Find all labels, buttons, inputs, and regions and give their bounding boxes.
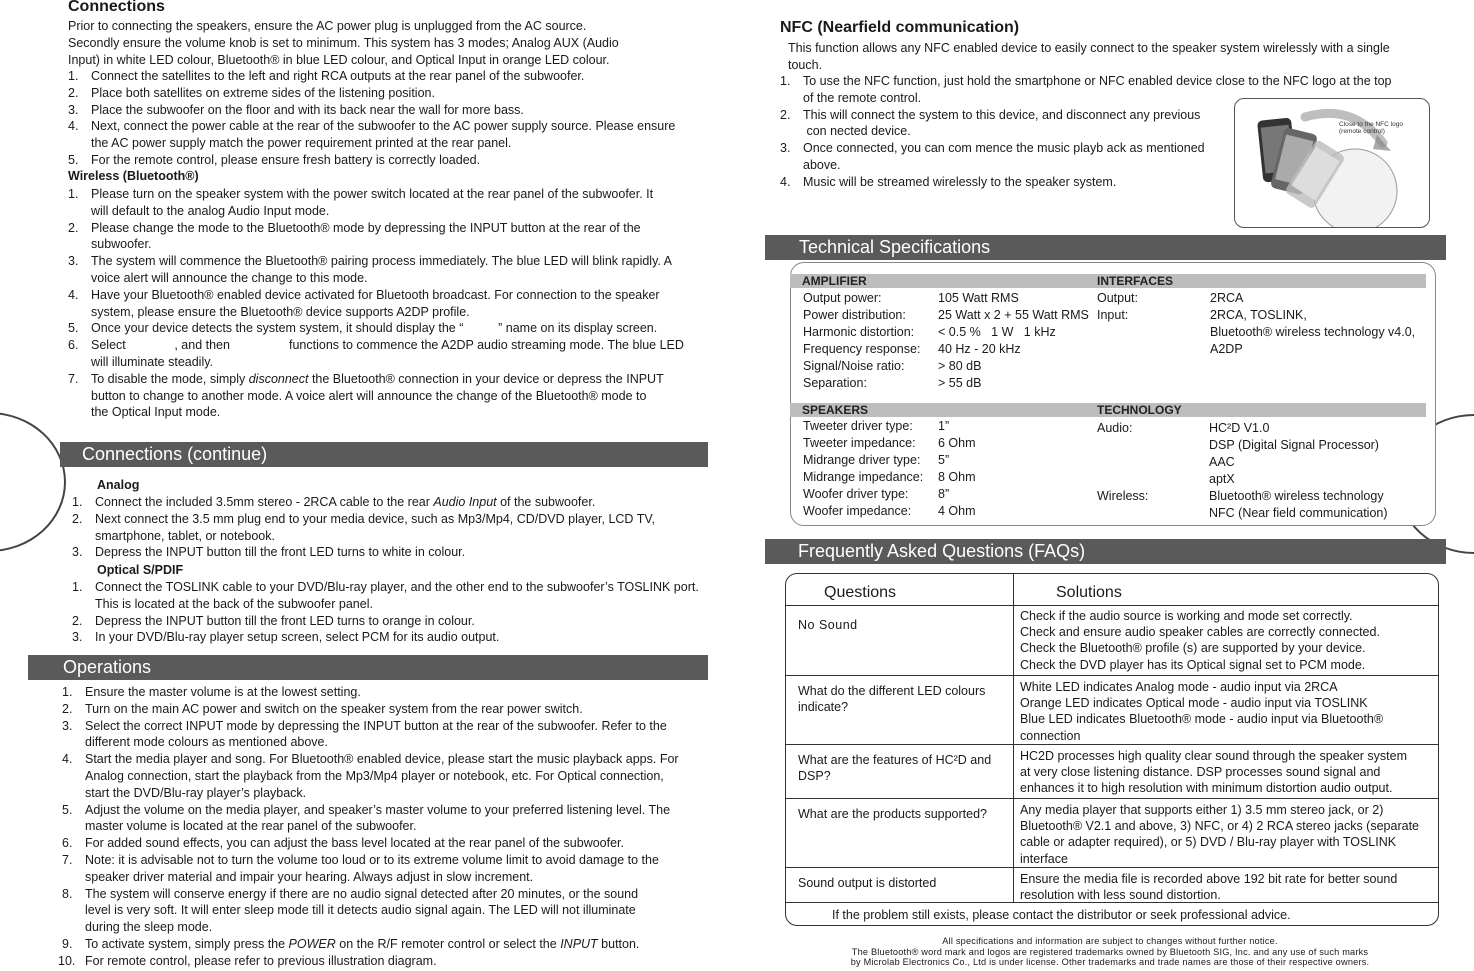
list-item: 2. Depress the INPUT button till the front LED turns to orange in colour. (72, 613, 475, 628)
table-row: Sound output is distorted Ensure the media file is recorded above 192 bit rate for better sound resolution with less sound distortion. (786, 867, 1438, 902)
list-item: 1. Connect the satellites to the left and right RCA outputs at the rear panel of the subwoofer. (68, 69, 585, 83)
spec-row: Separation: > 55 dB (803, 375, 982, 390)
spec-row: Input: 2RCA, TOSLINK, (1097, 307, 1307, 322)
list-item: 5. Adjust the volume on the media player, and speaker’s master volume to your preferred listening level. The master volume is located at the rear panel of the subwoofer. (62, 802, 671, 834)
tech-specs-header: Technical Specifications (765, 235, 1446, 260)
list-item: 1. Please turn on the speaker system with the power switch located at the rear panel of the subwoofer. It will default to the analog Audio Input mode. (68, 187, 654, 218)
list-item: 1. Connect the included 3.5mm stereo - 2RCA cable to the rear Audio Input of the subwoofer. (72, 495, 596, 509)
list-item: 3. Place the subwoofer on the floor and with its back near the wall for more bass. (68, 102, 524, 117)
list-item: 1. Ensure the master volume is at the lowest setting. (62, 685, 361, 699)
list-item: 2. This will connect the system to this device, and disconnect any previous con nected device. (780, 107, 1201, 139)
spec-row: Woofer driver type: 8” (803, 486, 950, 501)
table-row: No Sound Check if the audio source is working and mode set correctly. Check and ensure audio speaker cables are correctly connected. Check the Bluetooth® profile (s) are supported by your device. Check the DVD player has its Optical signal set to PCM mode. (786, 605, 1438, 675)
phone-remote-icon (1235, 99, 1429, 227)
list-item: 8. The system will conserve energy if there are no audio signal detected after 20 minutes, or the sound level is very soft. It will enter sleep mode till it detects audio signal again. The LED will not illuminate during the sleep mode. (62, 886, 639, 935)
connections-intro: Prior to connecting the speakers, ensure the AC power plug is unplugged from the AC source. Secondly ensure the volume knob is set to minimum. This system has 3 modes; Analog AUX (Audio Input) in white LED colour, Bluetooth® in blue LED colour, and Optical Input in orange LED colour. (68, 19, 619, 67)
speakers-header: SPEAKERS (790, 403, 1104, 417)
list-item: 2. Next connect the 3.5 mm plug end to your media device, such as Mp3/Mp4, CD/DVD player, LCD TV, smartphone, tablet, or notebook. (72, 511, 655, 543)
list-item: 6. Select , and then functions to commence the A2DP audio streaming mode. The blue LED will illuminate steadily. (68, 338, 684, 369)
amplifier-header: AMPLIFIER (790, 274, 1104, 288)
list-item: 1. Connect the TOSLINK cable to your DVD/Blu-ray player, and the other end to the subwoofer’s TOSLINK port. This is located at the back of the subwoofer panel. (72, 580, 699, 611)
spec-row: aptX (1209, 471, 1235, 486)
table-row: What are the features of HC²D and DSP? HC2D processes high quality clear sound through the speaker system at very close listening distance. DSP processes sound signal and enhances it to high resolution with minimum distortion audio output. (786, 744, 1438, 798)
list-item: 6. For added sound effects, you can adjust the bass level located at the rear panel of the subwoofer. (62, 836, 625, 851)
list-item: 2. Please change the mode to the Bluetooth® mode by depressing the INPUT button at the rear of the subwoofer. (68, 220, 641, 252)
interfaces-header: INTERFACES (1092, 274, 1426, 288)
operations-header: Operations (28, 655, 708, 680)
wireless-title: Wireless (Bluetooth®) (68, 169, 199, 183)
list-item: 7. Note: it is advisable not to turn the volume too loud or to its extreme volume limit to avoid damage to the speaker driver material and impair your hearing. Always adjust in slow increment. (62, 852, 659, 884)
faq-col-questions: Questions (786, 574, 1014, 605)
spec-row: Tweeter driver type: 1” (803, 419, 950, 433)
list-item: 10. For remote control, please refer to previous illustration diagram. (58, 953, 437, 968)
footer-legal: All specifications and information are subject to changes without further notice. The Bluetooth® word mark and logos are registered trademarks owned by Bluetooth SIG, Inc. and any use of such marks by Microlab Electronics Co., Ltd is under license. Other trademarks and trade names are those of their respective owners. (850, 936, 1370, 967)
spec-row: Woofer impedance: 4 Ohm (803, 503, 976, 518)
spec-row: A2DP (1210, 341, 1243, 356)
list-item: 4. Next, connect the power cable at the rear of the subwoofer to the AC power supply source. Please ensure the AC power supply match the power requirement printed at the rear panel. (68, 119, 676, 151)
list-item: 5. Once your device detects the system system, it should display the “ ” name on its display screen. (68, 321, 658, 336)
spec-row: Bluetooth® wireless technology v4.0, (1210, 324, 1416, 339)
list-item: 3. Select the correct INPUT mode by depressing the INPUT button at the rear of the subwoofer. Refer to the different mode colours as mentioned above. (62, 718, 667, 750)
nfc-title: NFC (Nearfield communication) (780, 19, 1020, 36)
spec-row: DSP (Digital Signal Processor) (1209, 437, 1379, 452)
list-item: 4. Start the media player and song. For Bluetooth® enabled device, please start the music playback apps. For Analog connection, start the playback from the Mp3/Mp4 player or notebook, etc. For Optical connection, start the DVD/Blu-ray player’s playback. (62, 752, 679, 800)
list-item: 5. For the remote control, please ensure fresh battery is correctly loaded. (68, 152, 481, 167)
page-edge-circle (0, 412, 66, 552)
spec-row: NFC (Near field communication) (1209, 505, 1388, 520)
spec-row: Output: 2RCA (1097, 291, 1244, 305)
spec-row: Tweeter impedance: 6 Ohm (803, 435, 976, 450)
analog-steps (72, 494, 732, 561)
list-item: 2. Place both satellites on extreme sides of the listening position. (68, 85, 435, 100)
list-item: 4. Have your Bluetooth® enabled device activated for Bluetooth broadcast. For connection to the speaker system, please ensure the Bluetooth® device supports A2DP profile. (68, 287, 660, 319)
spec-row: AAC (1209, 454, 1235, 469)
operations-steps (58, 684, 732, 970)
technology-header: TECHNOLOGY (1092, 403, 1426, 417)
list-item: 2. Turn on the main AC power and switch on the speaker system from the rear power switch. (62, 701, 583, 716)
spec-row: Power distribution: 25 Watt x 2 + 55 Watt RMS (803, 307, 1089, 322)
list-item: 7. To disable the mode, simply disconnect the Bluetooth® connection in your device or depress the INPUT button to change to another mode. A voice alert will announce the change of the Bluetooth® mode to the Optical Input mode. (68, 371, 664, 420)
faq-header-row (786, 574, 1438, 605)
spec-row: Output power: 105 Watt RMS (803, 291, 1019, 305)
list-item: 1. To use the NFC function, just hold the smartphone or NFC enabled device close to the NFC logo at the top of the remote control. (780, 74, 1392, 105)
speakers-specs (803, 418, 976, 519)
faq-table (785, 573, 1439, 926)
spec-row: Harmonic distortion: < 0.5 % 1 W 1 kHz (803, 324, 1056, 339)
list-item: 3. Once connected, you can com mence the music playb ack as mentioned above. (780, 141, 1205, 172)
interfaces-specs (1097, 290, 1415, 358)
connections-steps (68, 68, 733, 169)
spec-row: Midrange driver type: 5” (803, 452, 950, 467)
optical-steps (72, 579, 740, 646)
list-item: 9. To activate system, simply press the POWER on the R/F remoter control or select the INPUT button. (62, 936, 640, 951)
analog-title: Analog (97, 478, 140, 492)
table-row: What are the products supported? Any media player that supports either 1) 3.5 mm stereo jack, or 2) Bluetooth® V2.1 and above, 3) NFC, or 4) 2 RCA stereo jacks (separate cable or adapter required), or 5) DVD / Blu-ray player with TOSLINK interface (786, 798, 1438, 867)
list-item: 4. Music will be streamed wirelessly to the speaker system. (780, 174, 1117, 189)
nfc-illustration (1234, 98, 1430, 228)
faq-header: Frequently Asked Questions (FAQs) (765, 539, 1446, 564)
list-item: 3. The system will commence the Bluetooth® pairing process immediately. The blue LED will blink rapidly. A voice alert will announce the change to this mode. (68, 254, 672, 285)
list-item: 3. In your DVD/Blu-ray player setup screen, select PCM for its audio output. (72, 630, 500, 645)
table-row: What do the different LED colours indicate? White LED indicates Analog mode - audio input via 2RCA Orange LED indicates Optical mode - audio input via TOSLINK Blue LED indicates Bluetooth® mode - audio input via Bluetooth® connection (786, 675, 1438, 744)
amplifier-specs (803, 290, 1089, 391)
wireless-steps (68, 186, 733, 421)
nfc-caption: Close to the NFC logo (remote control) (1339, 121, 1403, 135)
optical-title: Optical S/PDIF (97, 563, 184, 577)
list-item: 3. Depress the INPUT button till the front LED turns to white in colour. (72, 545, 466, 560)
spec-row: Midrange impedance: 8 Ohm (803, 469, 976, 484)
faq-note: If the problem still exists, please contact the distributor or seek professional advice. (786, 902, 1438, 928)
connections-continue-header: Connections (continue) (60, 442, 708, 467)
spec-row: Frequency response: 40 Hz - 20 kHz (803, 341, 1021, 356)
spec-row: Audio: HC²D V1.0 (1097, 421, 1270, 435)
connections-title: Connections (68, 0, 165, 15)
right-page (740, 0, 1474, 971)
faq-col-solutions: Solutions (1056, 584, 1122, 601)
nfc-intro: This function allows any NFC enabled device to easily connect to the speaker system wirelessly with a single touch. (788, 41, 1390, 72)
technology-specs (1097, 420, 1388, 521)
spec-row: Wireless: Bluetooth® wireless technology (1097, 488, 1384, 503)
spec-row: Signal/Noise ratio: > 80 dB (803, 358, 982, 373)
